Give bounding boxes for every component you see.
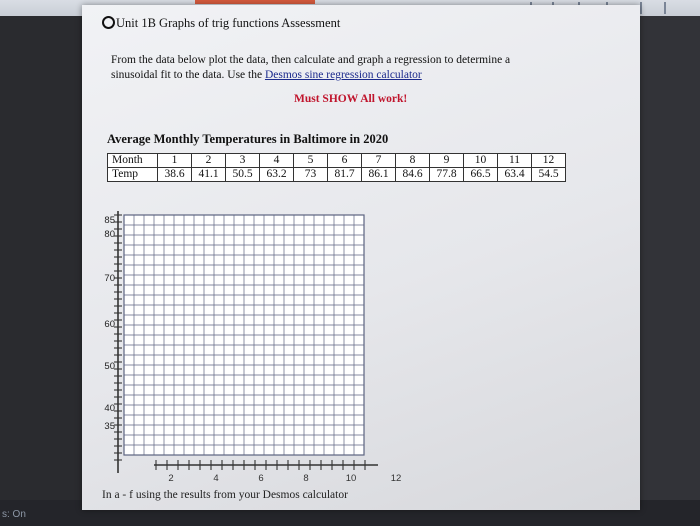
temp-cell: 50.5 [226,168,260,182]
temp-cell: 63.4 [498,168,532,182]
month-cell: 8 [396,154,430,168]
table-row [108,168,566,182]
month-cell: 10 [464,154,498,168]
footer-instruction: In a - f using the results from your Desmos calculator [102,489,348,501]
circle-mark-icon [102,16,115,29]
month-cell: 11 [498,154,532,168]
right-bezel [640,16,700,526]
month-cell: 1 [158,154,192,168]
table-row [108,154,566,168]
temp-cell: 38.6 [158,168,192,182]
table-title: Average Monthly Temperatures in Baltimore in 2020 [107,132,389,146]
graph-paper-area[interactable] [82,201,640,481]
x-tick-label: 12 [390,473,402,481]
month-cell: 4 [260,154,294,168]
month-cell: 5 [294,154,328,168]
y-tick-label: 85 [104,215,115,226]
y-tick-label: 80 [104,229,115,240]
y-tick-label: 50 [104,361,115,372]
x-tick-label: 10 [345,473,357,481]
temperature-table [107,153,566,182]
page-title [102,16,340,31]
left-bezel [0,16,82,526]
temp-cell: 86.1 [362,168,396,182]
y-tick-label: 35 [104,421,115,432]
temp-cell: 41.1 [192,168,226,182]
y-tick-label: 70 [104,273,115,284]
y-tick-label: 40 [104,403,115,414]
ribbon-accent [195,0,315,4]
instructions [111,53,591,83]
x-tick-label: 6 [258,473,264,481]
temp-cell: 63.2 [260,168,294,182]
instructions-text: sinusoidal fit to the data. Use the [111,69,263,81]
x-tick-label: 4 [213,473,219,481]
blank-graph-grid[interactable] [82,201,640,481]
temp-cell: 54.5 [532,168,566,182]
x-tick-label: 2 [168,473,174,481]
x-tick-label: 8 [303,473,309,481]
month-cell: 7 [362,154,396,168]
temp-cell: 81.7 [328,168,362,182]
temp-cell: 73 [294,168,328,182]
month-cell: 3 [226,154,260,168]
month-row-label: Month [108,154,158,168]
temp-cell: 66.5 [464,168,498,182]
instructions-line-2 [111,68,591,83]
month-cell: 6 [328,154,362,168]
page-title-text: Unit 1B Graphs of trig functions Assessment [116,16,341,30]
document-page[interactable] [82,5,640,510]
month-cell: 2 [192,154,226,168]
month-cell: 9 [430,154,464,168]
temp-cell: 84.6 [396,168,430,182]
instructions-line-1: From the data below plot the data, then calculate and graph a regression to determine a [111,54,511,66]
y-tick-label: 60 [104,319,115,330]
status-text: s: On [2,509,26,520]
must-show-warning: Must SHOW All work! [294,93,408,105]
temp-row-label: Temp [108,168,158,182]
month-cell: 12 [532,154,566,168]
temp-cell: 77.8 [430,168,464,182]
desmos-regression-link[interactable]: Desmos sine regression calculator [264,69,422,81]
